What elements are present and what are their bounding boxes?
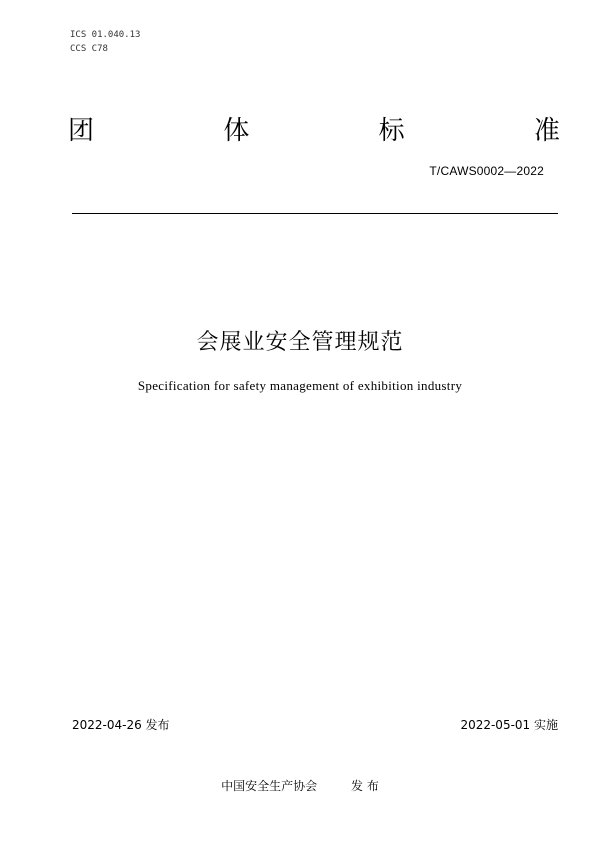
document-title-chinese: 会展业安全管理规范 bbox=[196, 330, 404, 355]
issue-date: 2022-04-26 发布 bbox=[72, 718, 170, 732]
standard-type-char: 准 bbox=[533, 116, 560, 146]
publisher-action: 发 布 bbox=[351, 779, 379, 793]
document-title-english: Specification for safety management of exhibition industry bbox=[137, 378, 463, 393]
publisher-organization: 中国安全生产协会 bbox=[221, 779, 318, 793]
standard-type-char: 团 bbox=[68, 116, 95, 146]
standard-type-char: 标 bbox=[378, 116, 405, 146]
ccs-code: CCS C78 bbox=[70, 44, 108, 54]
implementation-date: 2022-05-01 实施 bbox=[460, 718, 558, 732]
standard-type-heading bbox=[68, 114, 560, 148]
ics-code: ICS 01.040.13 bbox=[70, 30, 141, 40]
standard-code: T/CAWS0002—2022 bbox=[429, 164, 544, 178]
publisher bbox=[0, 777, 600, 794]
header-divider bbox=[72, 213, 558, 214]
standard-type-char: 体 bbox=[223, 116, 250, 146]
